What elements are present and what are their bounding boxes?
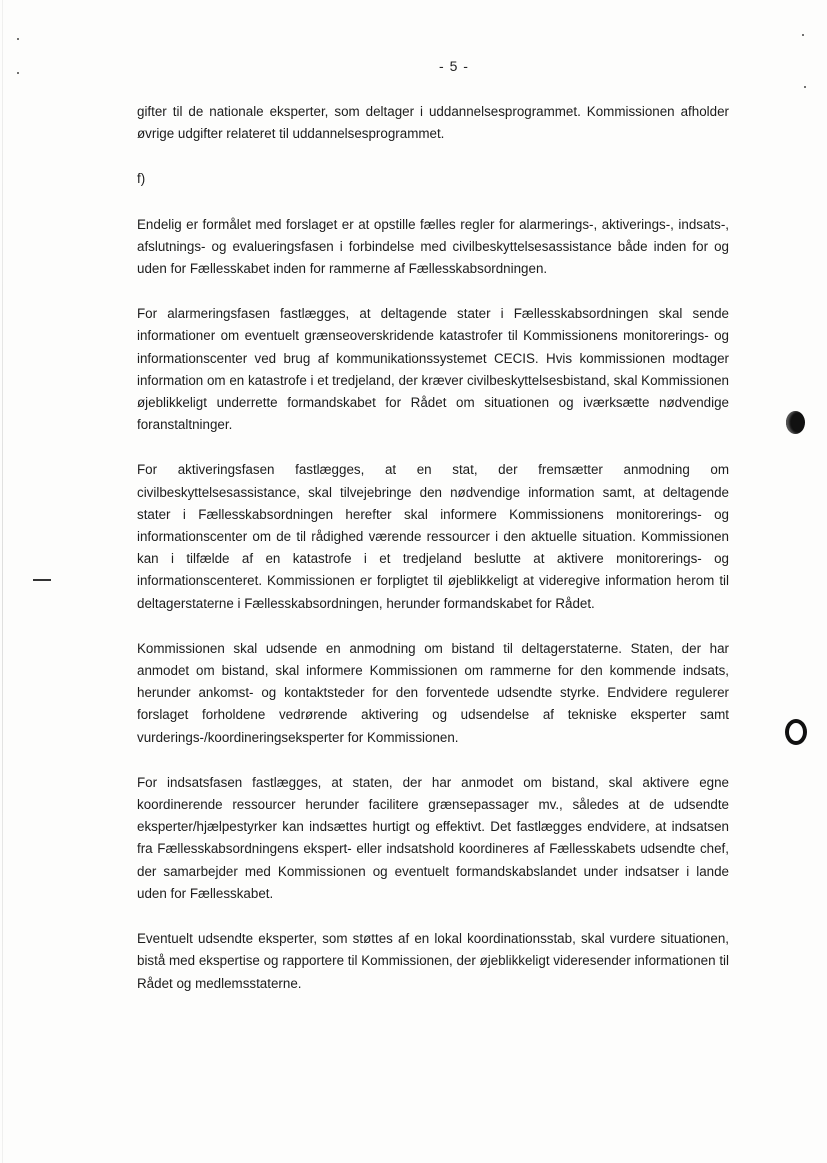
punch-hole-ring bbox=[785, 719, 807, 745]
scan-speck bbox=[17, 72, 19, 74]
scan-speck bbox=[804, 86, 806, 88]
page-number: - 5 - bbox=[439, 58, 469, 74]
paragraph-request-assistance: Kommissionen skal udsende en anmodning om bistand til deltagerstaterne. Staten, der har anmodet om bistand, skal informere Kommissionen om rammerne for den kommende indsats, herunder ankomst- og kontaktsteder for den forventede udsendte styrke. Endvidere regulerer forslaget forholdene vedrørende aktivering og udsendelse af tekniske eksperter samt vurderings-/koordineringseksperter for Kommissionen. bbox=[137, 640, 729, 745]
paragraph-activation-phase: For aktiveringsfasen fastlægges, at en stat, der fremsætter anmodning om civilbeskyttelsesassistance, skal tilvejebringe den nødvendige information samt, at deltagende stater i Fællesskabsordningen herefter skal informere Kommissionens monitorerings- og informationscenter om de til rådighed værende ressourcer i den aktuelle situation. Kommissionen kan i tilfælde af en katastrofe i et tredjeland beslutte at aktivere monitorerings- og informationscenteret. Kommissionen er forpligtet til øjeblikkeligt at videregive information herom til deltagerstaterne i Fællesskabsordningen, herunder formandskabet for Rådet. bbox=[137, 462, 729, 611]
scan-speck bbox=[17, 38, 19, 40]
paragraph-purpose: Endelig er formålet med forslaget er at opstille fælles regler for alarmerings-, aktiverings-, indsats-, afslutnings- og evalueringsfasen i forbindelse med civilbeskyttelsesassistance både inden for og uden for Fællesskabet inden for rammerne af Fællesskabsordningen. bbox=[137, 216, 729, 277]
body-text bbox=[137, 101, 729, 1018]
paragraph-intervention-phase: For indsatsfasen fastlægges, at staten, der har anmodet om bistand, skal aktivere egne koordinerende ressourcer herunder facilitere grænsepassager mv., således at de udsendte eksperter/hjælpestyrker kan indsættes hurtigt og effektivt. Det fastlægges endvidere, at indsatsen fra Fællesskabsordningens ekspert- eller indsatshold koordineres af Fællesskabets udsendte chef, der samarbejder med Kommissionen og eventuelt formandskabslandet under indsatser i lande uden for Fællesskabet. bbox=[137, 774, 729, 901]
scan-edge bbox=[2, 0, 3, 1163]
section-label-f: f) bbox=[137, 171, 146, 187]
paragraph-alarm-phase: For alarmeringsfasen fastlægges, at deltagende stater i Fællesskabsordningen skal sende informationer om eventuelt grænseoverskridende katastrofer til Kommissionens monitorerings- og informationscenter ved brug af kommunikationssystemet CECIS. Hvis kommissionen modtager information om en katastrofe i et tredjeland, der kræver civilbeskyttelsesbistand, skal Kommissionen øjeblikkeligt underrette formandskabet for Rådet om situationen og iværksætte nødvendige foranstaltninger. bbox=[137, 306, 729, 433]
margin-mark bbox=[33, 579, 51, 581]
paragraph-continuation: gifter til de nationale eksperter, som deltager i uddannelsesprogrammet. Kommissionen afholder øvrige udgifter relateret til uddannelsesprogrammet. bbox=[137, 104, 729, 142]
paragraph-experts: Eventuelt udsendte eksperter, som støttes af en lokal koordinationsstab, skal vurdere situationen, bistå med ekspertise og rapportere til Kommissionen, der øjeblikkeligt videresender informationen til Rådet og medlemsstaterne. bbox=[137, 931, 729, 991]
scan-speck bbox=[802, 34, 804, 36]
punch-hole-mark bbox=[786, 411, 805, 434]
